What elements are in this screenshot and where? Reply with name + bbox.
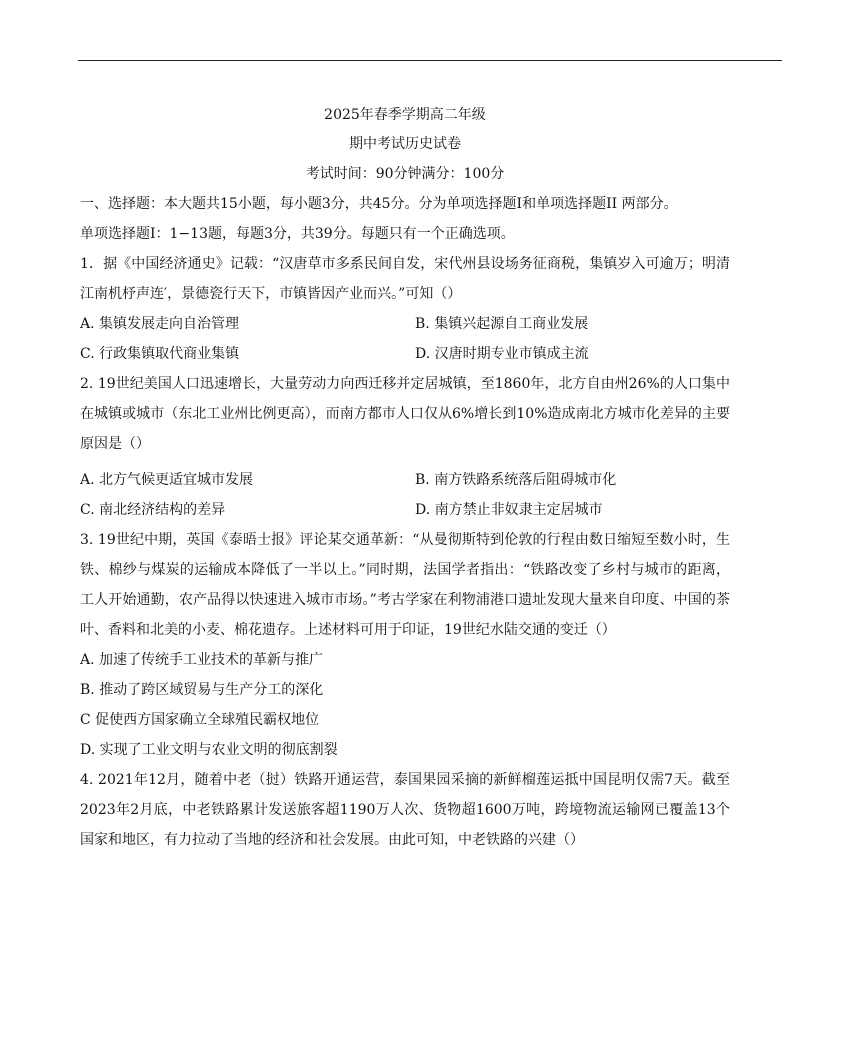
- question-1-option-c: C. 行政集镇取代商业集镇: [80, 346, 240, 362]
- question-2-options-row-1: [80, 465, 730, 495]
- exam-time-info: 考试时间：90分钟满分：100分: [305, 166, 505, 182]
- question-3-option-a: A. 加速了传统手工业技术的革新与推广: [80, 652, 324, 668]
- question-1-options-row-2: [80, 339, 730, 369]
- exam-title-subject: 期中考试历史试卷: [349, 136, 461, 152]
- section-intro: 一、选择题：本大题共15小题，每小题3分，共45分。分为单项选择题I和单项选择题II 两部分。: [80, 196, 678, 212]
- question-3-option-d: D. 实现了工业文明与农业文明的彻底割裂: [80, 742, 338, 758]
- question-3-option-b: B. 推动了跨区域贸易与生产分工的深化: [80, 682, 324, 698]
- section-sub-intro: 单项选择题I：1−13题，每题3分，共39分。每题只有一个正确选项。: [80, 226, 515, 242]
- question-2-option-a: A. 北方气候更适宜城市发展: [80, 472, 254, 488]
- exam-page: [80, 100, 730, 855]
- question-3-option-c: C 促使西方国家确立全球殖民霸权地位: [80, 712, 320, 728]
- question-2-options-row-2: [80, 495, 730, 525]
- question-3-stem: 3. 19世纪中期，英国《泰晤士报》评论某交通革新：“从曼彻斯特到伦敦的行程由数日缩短至数小时，生铁、棉纱与煤炭的运输成本降低了一半以上。”同时期，法国学者指出：“铁路改变了乡村与城市的距离，工人开始通勤，农产品得以快速进入城市市场。”考古学家在利物浦港口遗址发现大量来自印度、中国的茶叶、香料和北美的小麦、棉花遗存。上述材料可用于印证，19世纪水陆交通的变迁（）: [80, 532, 730, 638]
- question-1-option-d: D. 汉唐时期专业市镇成主流: [415, 346, 589, 362]
- question-1-options-row-1: [80, 309, 730, 339]
- question-4-stem: 4. 2021年12月，随着中老（挝）铁路开通运营，泰国果园采摘的新鲜榴莲运抵中国昆明仅需7天。截至2023年2月底，中老铁路累计发送旅客超1190万人次、货物超1600万吨，跨境物流运输网已覆盖13个国家和地区，有力拉动了当地的经济和社会发展。由此可知，中老铁路的兴建（）: [80, 772, 730, 848]
- top-rule: [78, 60, 782, 61]
- exam-title-year: 2025年春季学期高二年级: [324, 107, 486, 123]
- question-1-option-b: B. 集镇兴起源自工商业发展: [415, 316, 589, 332]
- question-2-option-c: C. 南北经济结构的差异: [80, 502, 226, 518]
- question-2-option-b: B. 南方铁路系统落后阻碍城市化: [415, 472, 617, 488]
- question-1-stem: 1．据《中国经济通史》记载：“汉唐草市多系民间自发，宋代州县设场务征商税，集镇岁入可逾万；明清江南机杼声连′，景德瓷行天下，市镇皆因产业而兴。”可知（）: [80, 256, 730, 302]
- question-1-option-a: A. 集镇发展走向自治管理: [80, 316, 240, 332]
- question-2-option-d: D. 南方禁止非奴隶主定居城市: [415, 502, 603, 518]
- question-2-stem: 2. 19世纪美国人口迅速增长，大量劳动力向西迁移并定居城镇，至1860年，北方自由州26%的人口集中在城镇或城市（东北工业州比例更高），而南方都市人口仅从6%增长到10%造成南北方城市化差异的主要原因是（）: [80, 376, 730, 452]
